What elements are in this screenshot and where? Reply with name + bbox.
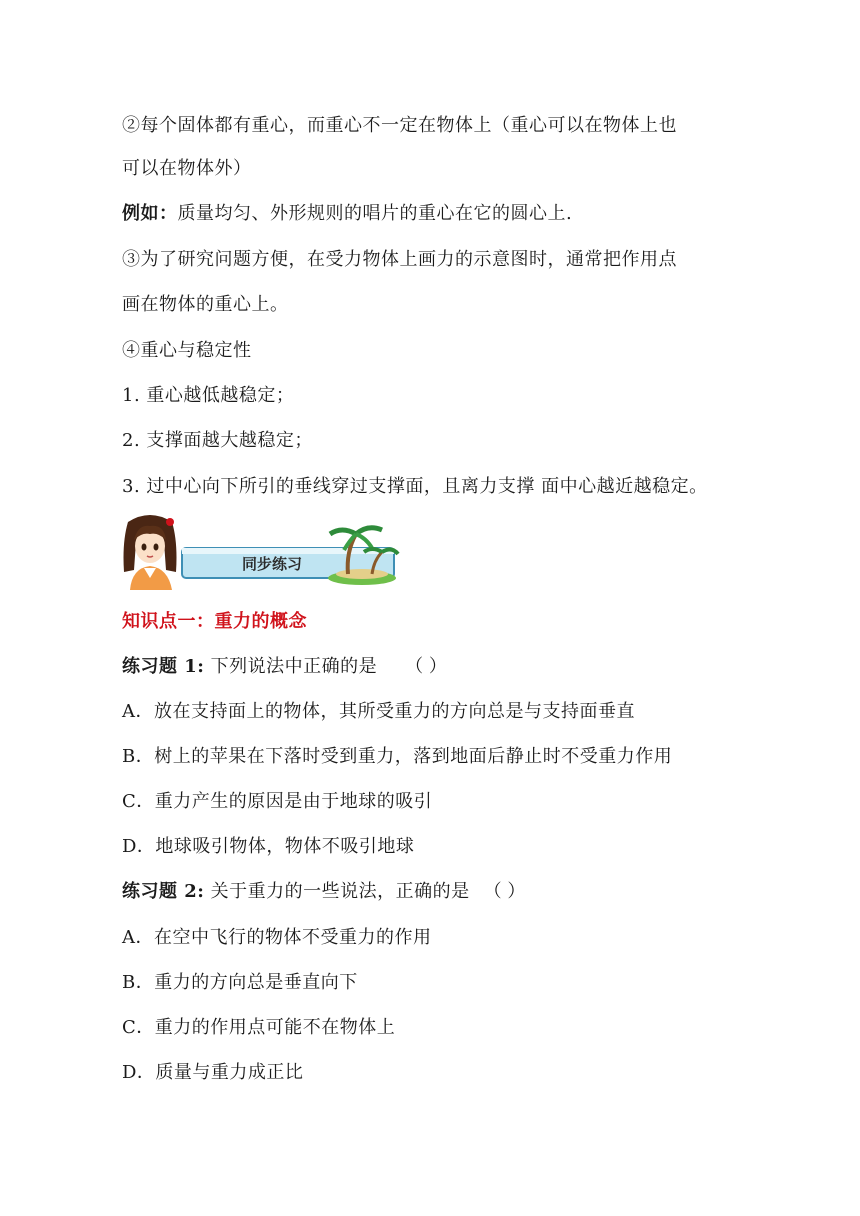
exercise-1-text: 下列说法中正确的是	[204, 656, 378, 677]
exercise-1-label: 练习题 1:	[122, 656, 205, 677]
stability-item-1: 1. 重心越低越稳定；	[122, 385, 295, 406]
exercise-1-option-c: C．重力产生的原因是由于地球的吸引	[122, 791, 433, 812]
exercise-2-option-d: D．质量与重力成正比	[122, 1062, 304, 1083]
exercise-2-question	[122, 880, 525, 904]
example-text: 质量均匀、外形规则的唱片的重心在它的圆心上.	[177, 203, 573, 224]
exercise-2-label: 练习题 2:	[122, 881, 205, 902]
paragraph-3-line-1: ③为了研究问题方便，在受力物体上画力的示意图时，通常把作用点	[122, 249, 677, 270]
paragraph-2-line-1: ②每个固体都有重心，而重心不一定在物体上（重心可以在物体上也	[122, 115, 677, 136]
stability-item-2: 2. 支撑面越大越稳定；	[122, 430, 313, 451]
exercise-2-answer-blank: （ ）	[483, 881, 526, 902]
paragraph-3-line-2: 画在物体的重心上。	[122, 294, 289, 315]
paragraph-2-line-2: 可以在物体外）	[122, 158, 252, 179]
example-line	[122, 202, 572, 226]
section-heading: 知识点一：重力的概念	[122, 611, 307, 632]
stability-item-3: 3. 过中心向下所引的垂线穿过支撑面，且离力支撑 面中心越近越稳定。	[122, 476, 708, 497]
example-label: 例如：	[122, 203, 178, 224]
banner-title: 同步练习	[241, 555, 302, 573]
exercise-2-option-c: C．重力的作用点可能不在物体上	[122, 1017, 396, 1038]
exercise-1-option-b: B．树上的苹果在下落时受到重力，落到地面后静止时不受重力作用	[122, 746, 673, 767]
exercise-2-option-b: B．重力的方向总是垂直向下	[122, 972, 358, 993]
exercise-1-answer-blank: （ ）	[405, 656, 447, 677]
practice-banner	[120, 512, 400, 590]
paragraph-4-title: ④重心与稳定性	[122, 340, 252, 361]
exercise-1-question	[122, 655, 447, 679]
exercise-2-option-a: A．在空中飞行的物体不受重力的作用	[122, 927, 432, 948]
banner-illustration	[120, 512, 400, 590]
exercise-2-text: 关于重力的一些说法，正确的是	[204, 881, 470, 902]
exercise-1-option-a: A．放在支持面上的物体，其所受重力的方向总是与支持面垂直	[122, 701, 635, 722]
exercise-1-option-d: D．地球吸引物体，物体不吸引地球	[122, 836, 415, 857]
